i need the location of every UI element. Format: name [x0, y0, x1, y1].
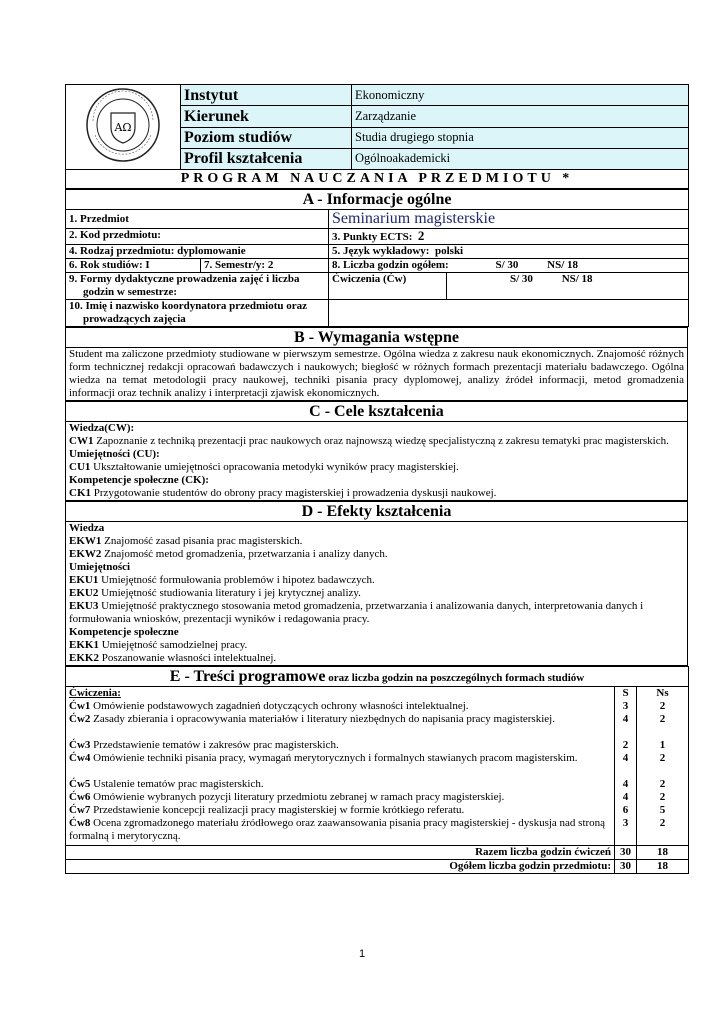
- objectives-heading-social: Kompetencje społeczne (CK):: [69, 474, 209, 486]
- exercise-item: [69, 791, 611, 804]
- exercise-item: [69, 700, 611, 713]
- institution-logo: [66, 85, 181, 170]
- page-number: 1: [358, 948, 366, 960]
- exercise-code: Ćw1: [69, 700, 91, 712]
- outcomes-heading-knowledge: Wiedza: [69, 522, 105, 534]
- section-d-table: [65, 501, 688, 666]
- coordinator-value: [329, 300, 689, 327]
- outcomes-content: [66, 522, 688, 666]
- outcome-item: [69, 574, 684, 587]
- outcome-text: Poszanowanie własności intelektualnej.: [101, 652, 277, 664]
- exercise-code: Ćw5: [69, 778, 91, 790]
- exercise-ns-hours: 1: [659, 739, 666, 751]
- razem-label: Razem liczba godzin ćwiczeń: [66, 846, 615, 860]
- subject-value: Seminarium magisterskie: [329, 210, 689, 229]
- exercise-ns-hours: 2: [659, 817, 666, 829]
- exercises-label: Ćwiczenia:: [69, 687, 121, 699]
- exercise-s-hours: 6: [622, 804, 629, 816]
- exercise-item: [69, 739, 611, 752]
- exercise-text: Przedstawienie tematów i zakresów prac magisterskich.: [93, 739, 339, 751]
- forms-label: [66, 273, 329, 300]
- total-hours-ns: NS/ 18: [547, 259, 579, 271]
- outcome-code: EKK1: [69, 639, 99, 651]
- section-e-table: [65, 666, 689, 874]
- exercise-text: Ocena zgromadzonego materiału źródłowego oraz zaawansowania pisania pracy magisterskiej - dyskusja nad stroną formalną i merytoryczną.: [69, 817, 606, 842]
- total-hours-cell: [329, 259, 689, 273]
- exercise-s-hours: 4: [622, 752, 629, 764]
- language-label: 5. Język wykładowy:: [332, 245, 430, 257]
- exercise-ns-hours: 2: [659, 778, 666, 790]
- ns-hours-list: [640, 700, 685, 843]
- outcome-code: EKW2: [69, 548, 102, 560]
- header-label-institute: Instytut: [181, 85, 352, 106]
- forms-label-text: 9. Formy dydaktyczne prowadzenia zajęć i liczba godzin w semestrze:: [69, 273, 300, 298]
- objective-item: [69, 461, 684, 474]
- outcome-text: Umiejętność samodzielnej pracy.: [101, 639, 248, 651]
- exercise-text: Omówienie wybranych pozycji literatury przedmiotu zebranej w ramach pracy magisterskiej.: [93, 791, 505, 803]
- exercise-s-hours: 4: [622, 791, 629, 803]
- exercise-ns-hours: 2: [659, 752, 666, 764]
- section-b-title: B - Wymagania wstępne: [66, 328, 688, 348]
- section-a-table: [65, 189, 689, 327]
- s-hours-list: [618, 700, 633, 843]
- outcomes-heading-skills: Umiejętności: [69, 561, 131, 573]
- course-type: 4. Rodzaj przedmiotu: dyplomowanie: [66, 245, 329, 259]
- razem-s: 30: [615, 846, 637, 860]
- exercises-s-column: [615, 687, 637, 846]
- objective-item: [69, 487, 684, 500]
- exercise-ns-hours: 5: [659, 804, 666, 816]
- objective-text: Ukształtowanie umiejętności opracowania metodyki wyników pracy magisterskiej.: [93, 461, 459, 473]
- header-label-level: Poziom studiów: [181, 127, 352, 148]
- document-page: [65, 84, 688, 874]
- exercise-s-hours: 3: [622, 817, 629, 829]
- exercise-ns-hours: 2: [659, 791, 666, 803]
- section-c-table: [65, 401, 688, 501]
- section-e-subtitle: oraz liczba godzin na poszczególnych formach studiów: [328, 672, 585, 684]
- study-year: 6. Rok studiów: I: [66, 259, 201, 273]
- exercise-code: Ćw2: [69, 713, 91, 725]
- prerequisites-text: Student ma zaliczone przedmioty studiowane w pierwszym semestrze. Ogólna wiedza z zakresu nauk ekonomicznych. Znajomość różnych form technicznej redakcji opracowań badawczych i naukowych; biegłość w różnych formach prezentacji materiału badawczego. Ogólna wiedza na temat metodologii pracy naukowej, techniki pisania pracy dyplomowej, analizy źródeł informacji, metod gromadzenia informacji oraz technik analizy i interpretacji zjawisk ekonomicznych.: [66, 348, 688, 401]
- exercise-ns-hours: 2: [659, 700, 666, 712]
- exercise-item: [69, 817, 611, 843]
- header-value-field: Zarządzanie: [352, 106, 689, 127]
- razem-ns: 18: [637, 846, 689, 860]
- semester: 7. Semestr/y: 2: [201, 259, 329, 273]
- outcome-text: Umiejętność formułowania problemów i hipotez badawczych.: [101, 574, 375, 586]
- objective-code: CW1: [69, 435, 94, 447]
- header-label-field: Kierunek: [181, 106, 352, 127]
- exercise-item: [69, 804, 611, 817]
- outcome-code: EKU2: [69, 587, 99, 599]
- exercise-s-hours: 4: [622, 778, 629, 790]
- ogolem-ns: 18: [637, 860, 689, 874]
- exercise-s-hours: 2: [622, 739, 629, 751]
- ects-value: 2: [417, 228, 425, 243]
- section-e-title: E - Treści programowe: [169, 668, 326, 685]
- exercise-text: Zasady zbierania i opracowywania materiałów i literatury niezbędnych do napisania pracy magisterskiej.: [93, 713, 555, 725]
- outcome-item: [69, 652, 684, 665]
- exercise-ns-hours: 2: [659, 713, 666, 725]
- exercises-ns-column: [637, 687, 689, 846]
- exercise-code: Ćw6: [69, 791, 91, 803]
- header-label-profile: Profil kształcenia: [181, 148, 352, 169]
- coordinator-label-text: 10. Imię i nazwisko koordynatora przedmiotu oraz prowadzących zajęcia: [69, 300, 308, 325]
- outcome-code: EKW1: [69, 535, 102, 547]
- objective-code: CU1: [69, 461, 91, 473]
- exercise-item: [69, 713, 611, 739]
- exercise-code: Ćw3: [69, 739, 91, 751]
- code-label: 2. Kod przedmiotu:: [66, 229, 329, 245]
- section-a-title: A - Informacje ogólne: [66, 190, 689, 210]
- outcome-text: Znajomość zasad pisania prac magisterskich.: [104, 535, 303, 547]
- outcome-item: [69, 548, 684, 561]
- exercise-item: [69, 778, 611, 791]
- exercises-cell: [66, 687, 615, 846]
- language-value: polski: [434, 245, 464, 257]
- exercises-list: [69, 700, 611, 843]
- subject-label: 1. Przedmiot: [66, 210, 329, 229]
- ogolem-label: Ogółem liczba godzin przedmiotu:: [66, 860, 615, 874]
- outcomes-heading-social: Kompetencje społeczne: [69, 626, 179, 638]
- header-value-level: Studia drugiego stopnia: [352, 127, 689, 148]
- coordinator-label: [66, 300, 329, 327]
- exercise-code: Ćw4: [69, 752, 91, 764]
- forms-hours-cell: [447, 273, 689, 300]
- ects-cell: [329, 229, 689, 245]
- objectives-heading-skills: Umiejętności (CU):: [69, 448, 160, 460]
- outcome-text: Umiejętność praktycznego stosowania metod gromadzenia, przetwarzania i analizowania danych, interpretowania danych i formułowania wniosków, prezentacji wyników i redagowania pracy.: [69, 600, 644, 625]
- section-c-title: C - Cele kształcenia: [66, 402, 688, 422]
- section-d-title: D - Efekty kształcenia: [66, 502, 688, 522]
- exercise-text: Omówienie podstawowych zagadnień dotyczących ochrony własności intelektualnej.: [93, 700, 469, 712]
- svg-text:AΩ: AΩ: [114, 121, 132, 134]
- outcome-item: [69, 600, 684, 626]
- seal-icon: [73, 85, 173, 165]
- exercise-s-hours: 4: [622, 713, 629, 725]
- header-value-profile: Ogólnoakademicki: [352, 148, 689, 169]
- exercise-text: Przedstawienie koncepcji realizacji pracy magisterskiej w formie krótkiego referatu.: [93, 804, 465, 816]
- outcome-item: [69, 535, 684, 548]
- objective-text: Przygotowanie studentów do obrony pracy magisterskiej i prowadzenia dyskusji naukowej.: [93, 487, 497, 499]
- exercise-code: Ćw8: [69, 817, 91, 829]
- total-hours-s: S/ 30: [495, 259, 519, 271]
- section-b-table: [65, 327, 688, 401]
- exercise-s-hours: 3: [622, 700, 629, 712]
- exercise-text: Ustalenie tematów prac magisterskich.: [93, 778, 264, 790]
- outcome-text: Znajomość metod gromadzenia, przetwarzania i analizy danych.: [104, 548, 388, 560]
- header-table: [65, 84, 689, 189]
- forms-hours-s: S/ 30: [510, 273, 533, 285]
- language-cell: [329, 245, 689, 259]
- forms-type: Ćwiczenia (Ćw): [329, 273, 447, 300]
- outcome-text: Umiejętność studiowania literatury i jej krytycznej analizy.: [101, 587, 361, 599]
- exercise-code: Ćw7: [69, 804, 91, 816]
- ects-label: 3. Punkty ECTS:: [332, 231, 413, 243]
- outcome-code: EKK2: [69, 652, 99, 664]
- outcome-item: [69, 587, 684, 600]
- exercise-text: Omówienie techniki pisania pracy, wymagań merytorycznych i formalnych stawianych pracom magisterskim.: [93, 752, 578, 764]
- col-ns-header: Ns: [656, 687, 669, 699]
- objective-text: Zapoznanie z techniką prezentacji prac naukowych oraz najnowszą wiedzę specjalistyczną z zakresu tematyki prac magisterskich.: [96, 435, 669, 447]
- col-s-header: S: [622, 687, 629, 699]
- objectives-content: [66, 422, 688, 501]
- exercise-item: [69, 752, 611, 778]
- total-hours-label: 8. Liczba godzin ogółem:: [332, 259, 449, 271]
- objective-item: [69, 435, 684, 448]
- forms-hours-ns: NS/ 18: [561, 273, 593, 285]
- header-value-institute: Ekonomiczny: [352, 85, 689, 106]
- outcome-code: EKU3: [69, 600, 99, 612]
- objectives-heading-knowledge: Wiedza(CW):: [69, 422, 135, 434]
- section-e-header: [66, 667, 689, 687]
- outcome-item: [69, 639, 684, 652]
- outcome-code: EKU1: [69, 574, 99, 586]
- objective-code: CK1: [69, 487, 91, 499]
- program-title: PROGRAM NAUCZANIA PRZEDMIOTU *: [66, 170, 689, 189]
- ogolem-s: 30: [615, 860, 637, 874]
